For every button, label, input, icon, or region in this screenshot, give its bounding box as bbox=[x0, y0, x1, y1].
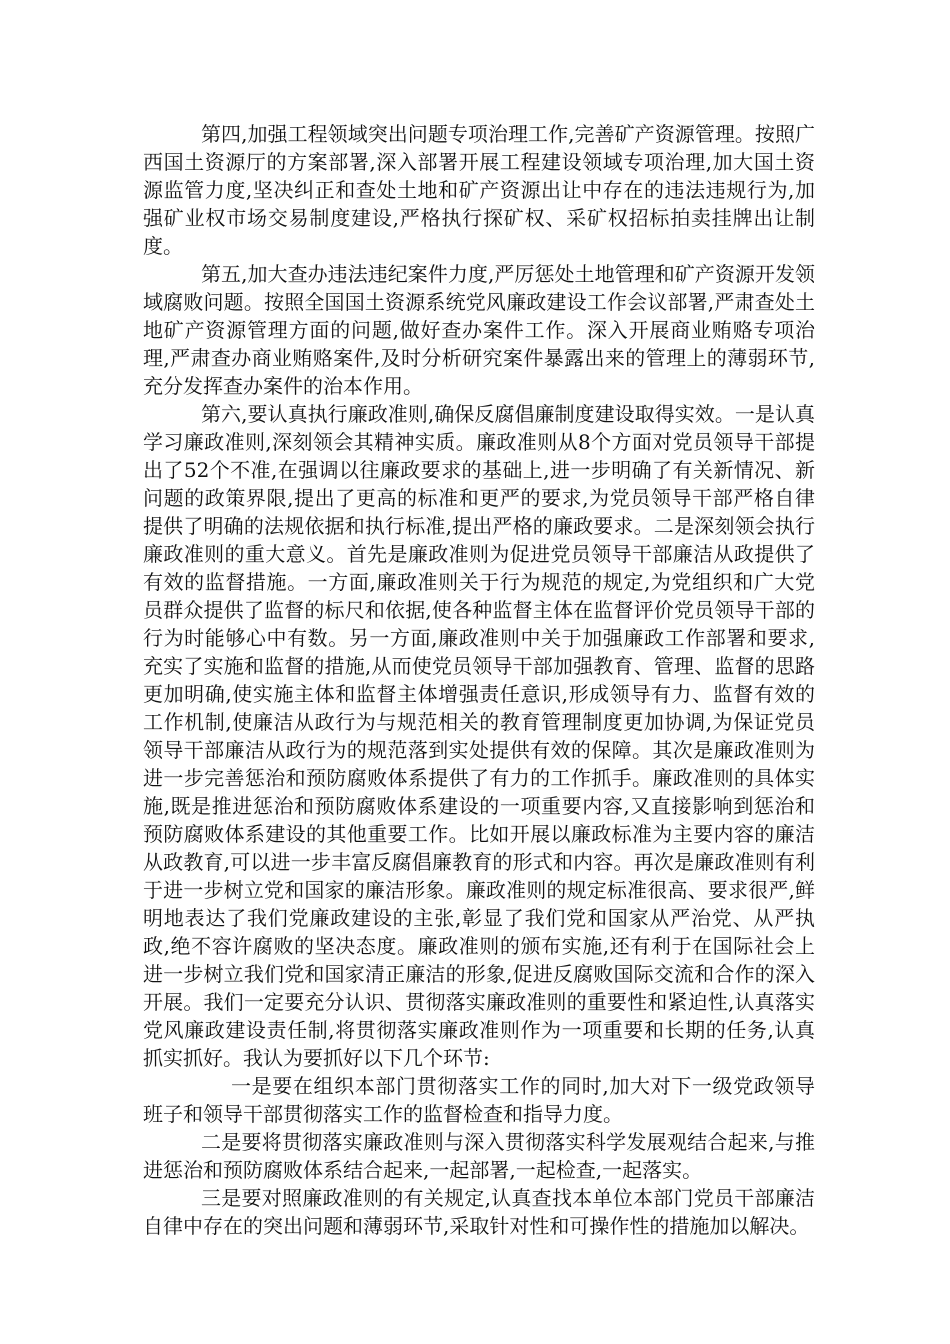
paragraph-item-three: 三是要对照廉政准则的有关规定,认真查找本单位本部门党员干部廉洁自律中存在的突出问题和薄弱环节,采取针对性和可操作性的措施加以解决。 bbox=[143, 1186, 815, 1238]
paragraph-fifth-point: 第五,加大查办违法违纪案件力度,严厉惩处土地管理和矿产资源开发领域腐败问题。按照全国国土资源系统党风廉政建设工作会议部署,严肃查处土地矿产资源管理方面的问题,做好查办案件工作。深入开展商业贿赂专项治理,严肃查办商业贿赂案件,及时分析研究案件暴露出来的管理上的薄弱环节,充分发挥查办案件的治本作用。 bbox=[143, 262, 815, 398]
document-body bbox=[143, 120, 815, 1240]
paragraph-item-two: 二是要将贯彻落实廉政准则与深入贯彻落实科学发展观结合起来,与推进惩治和预防腐败体系结合起来,一起部署,一起检查,一起落实。 bbox=[143, 1130, 815, 1182]
paragraph-sixth-point: 第六,要认真执行廉政准则,确保反腐倡廉制度建设取得实效。一是认真学习廉政准则,深刻领会其精神实质。廉政准则从8个方面对党员领导干部提出了52个不准,在强调以往廉政要求的基础上,进一步明确了有关新情况、新问题的政策界限,提出了更高的标准和更严的要求,为党员领导干部严格自律提供了明确的法规依据和执行标准,提出严格的廉政要求。二是深刻领会执行廉政准则的重大意义。首先是廉政准则为促进党员领导干部廉洁从政提供了有效的监督措施。一方面,廉政准则关于行为规范的规定,为党组织和广大党员群众提供了监督的标尺和依据,使各种监督主体在监督评价党员领导干部的行为时能够心中有数。另一方面,廉政准则中关于加强廉政工作部署和要求,充实了实施和监督的措施,从而使党员领导干部加强教育、管理、监督的思路更加明确,使实施主体和监督主体增强责任意识,形成领导有力、监督有效的工作机制,使廉洁从政行为与规范相关的教育管理制度更加协调,为保证党员领导干部廉洁从政行为的规范落到实处提供有效的保障。其次是廉政准则为进一步完善惩治和预防腐败体系提供了有力的工作抓手。廉政准则的具体实施,既是推进惩治和预防腐败体系建设的一项重要内容,又直接影响到惩治和预防腐败体系建设的其他重要工作。比如开展以廉政标准为主要内容的廉洁从政教育,可以进一步丰富反腐倡廉教育的形式和内容。再次是廉政准则有利于进一步树立党和国家的廉洁形象。廉政准则的规定标准很高、要求很严,鲜明地表达了我们党廉政建设的主张,彰显了我们党和国家从严治党、从严执政,绝不容许腐败的坚决态度。廉政准则的颁布实施,还有利于在国际社会上进一步树立我们党和国家清正廉洁的形象,促进反腐败国际交流和合作的深入开展。我们一定要充分认识、贯彻落实廉政准则的重要性和紧迫性,认真落实党风廉政建设责任制,将贯彻落实廉政准则作为一项重要和长期的任务,认真抓实抓好。我认为要抓好以下几个环节: bbox=[143, 402, 815, 1070]
paragraph-fourth-point: 第四,加强工程领域突出问题专项治理工作,完善矿产资源管理。按照广西国土资源厅的方案部署,深入部署开展工程建设领域专项治理,加大国土资源监管力度,坚决纠正和查处土地和矿产资源出让中存在的违法违规行为,加强矿业权市场交易制度建设,严格执行探矿权、采矿权招标拍卖挂牌出让制度。 bbox=[143, 122, 815, 258]
paragraph-item-one: 一是要在组织本部门贯彻落实工作的同时,加大对下一级党政领导班子和领导干部贯彻落实工作的监督检查和指导力度。 bbox=[143, 1074, 815, 1126]
